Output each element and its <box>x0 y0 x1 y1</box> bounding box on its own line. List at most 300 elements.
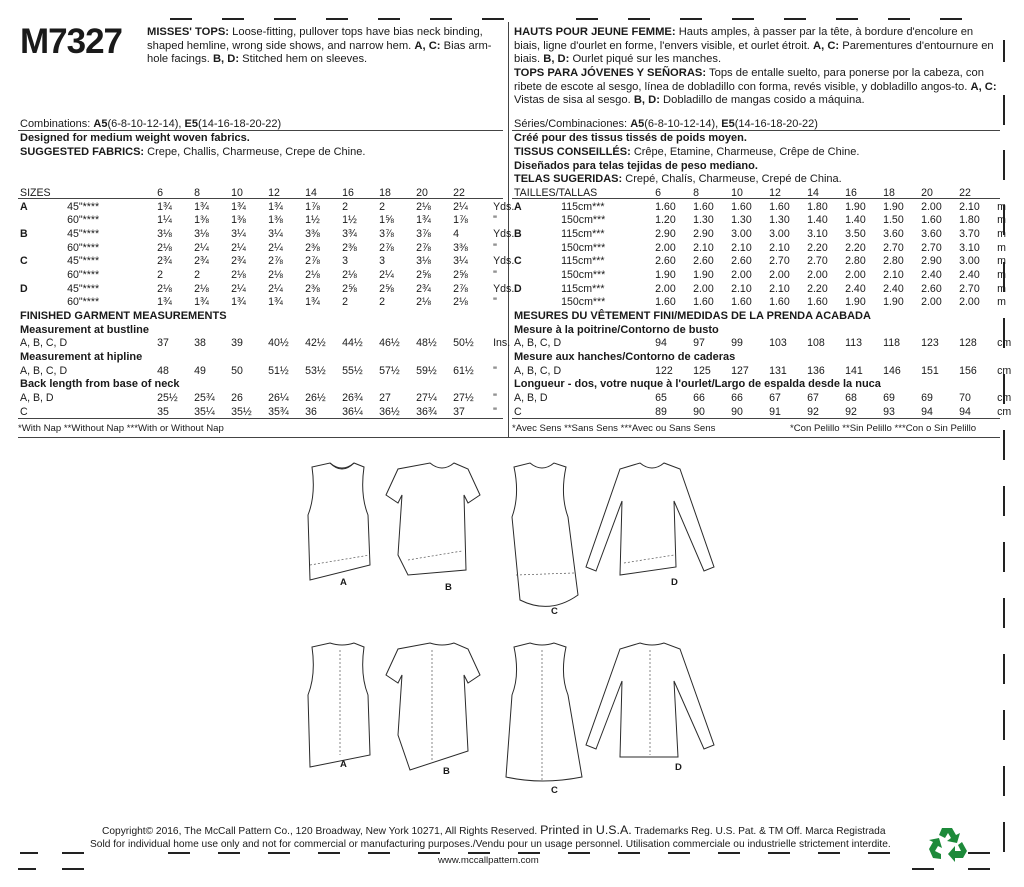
cell: 53½ <box>305 364 326 377</box>
cell: 3 <box>342 255 348 268</box>
finished-title: MESURES DU VÊTEMENT FINI/MEDIDAS DE LA PRENDA ACABADA <box>514 310 871 323</box>
cell: 12 <box>268 186 280 199</box>
cell: 1.60 <box>693 200 714 213</box>
cell: 48 <box>157 364 169 377</box>
cell: 141 <box>845 364 863 377</box>
cell: 2⅞ <box>305 255 320 268</box>
yardage-row <box>514 213 1019 227</box>
cell: 2⅞ <box>268 255 283 268</box>
cell: 50½ <box>453 337 474 350</box>
cell: 3.10 <box>959 241 980 254</box>
cell: 3⅛ <box>194 227 209 240</box>
cell: 2⅛ <box>342 268 357 281</box>
view-label-b-back: B <box>443 766 450 777</box>
cell: 37 <box>453 405 465 418</box>
cell: 2.70 <box>883 241 904 254</box>
cell: 3¾ <box>342 227 357 240</box>
cell: 27½ <box>453 392 474 405</box>
cell: " <box>493 392 497 405</box>
sizes-header-row <box>514 186 1019 200</box>
hip-label: Measurement at hipline <box>20 351 143 364</box>
cell: 2⅛ <box>194 282 209 295</box>
cell: 2⅝ <box>453 268 468 281</box>
cell: 1.60 <box>769 200 790 213</box>
cell <box>20 213 67 227</box>
cell: 2⅛ <box>157 241 172 254</box>
view-label-c-back: C <box>551 785 558 796</box>
view-a-front-sketch <box>308 463 370 580</box>
cell: 115cm*** <box>561 282 605 295</box>
cell: 22 <box>959 186 971 199</box>
view-c-front-sketch <box>512 463 578 606</box>
cell: 26¼ <box>268 392 289 405</box>
cell: 2.00 <box>731 268 752 281</box>
cell: m <box>997 255 1006 268</box>
cell: 2.20 <box>807 241 828 254</box>
cell: 38 <box>194 337 206 350</box>
cell: 20 <box>921 186 933 199</box>
back-label: Back length from base of neck <box>20 378 180 391</box>
cell: 1.30 <box>769 214 790 227</box>
cell: 1⅜ <box>194 214 209 227</box>
cell: 1¼ <box>157 214 172 227</box>
view-d-front-sketch <box>586 463 714 575</box>
rule <box>18 437 1000 438</box>
cell: 2.80 <box>845 255 866 268</box>
cell: 40½ <box>268 337 289 350</box>
cell <box>67 337 157 351</box>
hip-row <box>514 364 1019 378</box>
cell: 2⅝ <box>416 268 431 281</box>
cell: 25½ <box>157 392 178 405</box>
cell: 92 <box>807 405 819 418</box>
yardage-row <box>20 282 523 296</box>
cell: 2 <box>342 200 348 213</box>
cell: 150cm*** <box>561 296 606 309</box>
cell: A, B, C, D <box>514 364 562 377</box>
cell: 60"**** <box>67 268 100 281</box>
cell: D <box>20 282 28 295</box>
fabrics-fr: TISSUS CONSEILLÉS: Crêpe, Etamine, Charmeuse, Crêpe de Chine. <box>514 146 860 158</box>
cell: 10 <box>731 186 743 199</box>
cell: A, B, D <box>20 392 54 405</box>
description-english: MISSES' TOPS: Loose-fitting, pullover tops have bias neck binding, shaped hemline, wrong side shows, and narrow hem. A, C: Bias arm-hole facings. B, D: Stitched hem on sleeves. <box>147 26 492 66</box>
bust-label: Measurement at bustline <box>20 323 149 336</box>
view-d-back-sketch <box>586 643 714 757</box>
cell <box>997 186 1019 200</box>
yardage-row <box>514 296 1019 310</box>
cell: 3.00 <box>769 227 790 240</box>
cell: 66 <box>731 392 743 405</box>
cell: A, B, D <box>514 392 548 405</box>
cell: 35½ <box>231 405 252 418</box>
cell: 1⅜ <box>268 214 283 227</box>
cell: 1⅞ <box>453 214 468 227</box>
cell: cm <box>997 337 1012 350</box>
cell: 2.20 <box>807 282 828 295</box>
cell: 1.60 <box>731 200 752 213</box>
back-label: Longueur - dos, votre nuque à l'ourlet/Largo de espalda desde la nuca <box>514 378 881 391</box>
cell: 3.00 <box>731 227 752 240</box>
cell: 127 <box>731 364 749 377</box>
footnote-fr: *Avec Sens **Sans Sens ***Avec ou Sans Sens <box>512 423 716 434</box>
cell: 2¼ <box>268 282 283 295</box>
cell: m <box>997 282 1006 295</box>
cell: 45"**** <box>67 282 100 295</box>
cell: 2⅛ <box>416 200 431 213</box>
cell: D <box>514 282 522 295</box>
cell: 35¼ <box>194 405 215 418</box>
cell: 1.50 <box>883 214 904 227</box>
cell: 36¼ <box>342 405 363 418</box>
cell: 1.40 <box>807 214 828 227</box>
cell: 94 <box>921 405 933 418</box>
cell: 2.60 <box>655 255 676 268</box>
yardage-row <box>514 227 1019 241</box>
cell: 65 <box>655 392 667 405</box>
cell: 1.30 <box>731 214 752 227</box>
cell: 2 <box>194 268 200 281</box>
cell: 3 <box>379 255 385 268</box>
cell: 6 <box>655 186 661 199</box>
cell: 69 <box>921 392 933 405</box>
yardage-row <box>514 268 1019 282</box>
cell: 2.00 <box>921 296 942 309</box>
cell: 36¾ <box>416 405 437 418</box>
cell: 1.40 <box>845 214 866 227</box>
cell: 1¾ <box>268 296 283 309</box>
view-a-back-sketch <box>308 643 370 767</box>
cell: 3.60 <box>921 227 942 240</box>
cell <box>561 405 655 419</box>
cell: 1¾ <box>157 200 172 213</box>
cell: 1¾ <box>268 200 283 213</box>
cell: 60"**** <box>67 296 100 309</box>
cell: 1¾ <box>305 296 320 309</box>
cell: 16 <box>845 186 857 199</box>
cell: 2.20 <box>845 241 866 254</box>
cell: 2.40 <box>845 282 866 295</box>
yardage-row <box>514 282 1019 296</box>
cell: 1.60 <box>731 296 752 309</box>
cell: 3⅛ <box>157 227 172 240</box>
bust-row <box>20 337 523 351</box>
cell: TAILLES/TALLAS <box>514 186 598 199</box>
yardage-table-imperial <box>20 186 523 419</box>
cell: 3¼ <box>268 227 283 240</box>
cell: 146 <box>883 364 901 377</box>
cell: A <box>514 200 522 213</box>
cell: 2.00 <box>845 268 866 281</box>
cell: 35 <box>157 405 169 418</box>
cell: B <box>20 227 28 240</box>
cell: 2.00 <box>655 241 676 254</box>
finished-title: FINISHED GARMENT MEASUREMENTS <box>20 310 227 323</box>
bust-row <box>514 337 1019 351</box>
cell: 55½ <box>342 364 363 377</box>
cell: 67 <box>807 392 819 405</box>
view-label-d-front: D <box>671 577 678 588</box>
cell: 66 <box>693 392 705 405</box>
sold-for-line: Sold for individual home use only and not for commercial or manufacturing purposes./Vendu pour un usage personnel. Utilisation commerciale ou industrielle strictement interdite. <box>90 839 891 850</box>
cell: 2⅛ <box>157 282 172 295</box>
cell: 1.60 <box>655 200 676 213</box>
cell: " <box>493 268 497 281</box>
cell: 1¾ <box>416 214 431 227</box>
cell <box>514 268 561 282</box>
cell: 3.60 <box>883 227 904 240</box>
cell: 2⅞ <box>379 241 394 254</box>
yardage-row <box>20 254 523 268</box>
yardage-row <box>20 296 523 310</box>
cell: 2⅛ <box>305 268 320 281</box>
cell: 36½ <box>379 405 400 418</box>
cell: 1¾ <box>231 200 246 213</box>
hip-row <box>20 364 523 378</box>
copyright-line: Copyright© 2016, The McCall Pattern Co., 120 Broadway, New York 10271, All Rights Reserved. Printed in U.S.A. Trademarks Reg. U.S. Pat. & TM Off. Marca Registrada <box>102 823 886 837</box>
cell: 2.90 <box>693 227 714 240</box>
cell: 10 <box>231 186 243 199</box>
garment-sketches <box>290 455 750 805</box>
cell: 2.00 <box>693 282 714 295</box>
cell: 2¾ <box>157 255 172 268</box>
cell: m <box>997 214 1006 227</box>
cell: 90 <box>693 405 705 418</box>
cell: 50 <box>231 364 243 377</box>
cell: 2⅞ <box>416 241 431 254</box>
cell <box>67 391 157 405</box>
cell: 45"**** <box>67 200 100 213</box>
cell: 122 <box>655 364 673 377</box>
cell: 2 <box>157 268 163 281</box>
cell: 3⅞ <box>416 227 431 240</box>
cell: A, B, C, D <box>514 337 562 350</box>
cell: 2 <box>342 296 348 309</box>
cell: 1.90 <box>883 200 904 213</box>
cell <box>514 241 561 255</box>
cell: 14 <box>807 186 819 199</box>
cell: 70 <box>959 392 971 405</box>
cell: 1¾ <box>157 296 172 309</box>
view-b-front-sketch <box>386 463 480 575</box>
cell: 151 <box>921 364 939 377</box>
cell: 35¾ <box>268 405 289 418</box>
back-length-row <box>514 405 1019 419</box>
cell: m <box>997 296 1006 309</box>
view-label-a-front: A <box>340 577 347 588</box>
cell: 45"**** <box>67 255 100 268</box>
cell: 39 <box>231 337 243 350</box>
recycle-icon <box>928 824 968 862</box>
cell: 2⅜ <box>342 241 357 254</box>
cell: 60"**** <box>67 214 100 227</box>
cell: 94 <box>959 405 971 418</box>
cell: 115cm*** <box>561 227 605 240</box>
cell: 1¾ <box>194 296 209 309</box>
cell <box>67 364 157 378</box>
cell: 1.90 <box>845 200 866 213</box>
cell: 2¼ <box>453 200 468 213</box>
cell: 2⅝ <box>379 282 394 295</box>
cell: 44½ <box>342 337 363 350</box>
cell <box>20 241 67 255</box>
yardage-row <box>514 241 1019 255</box>
cell: 2.60 <box>921 282 942 295</box>
yardage-row <box>514 254 1019 268</box>
cell: 26 <box>231 392 243 405</box>
cell: 1½ <box>305 214 320 227</box>
cell: 2.80 <box>883 255 904 268</box>
cell: 2¾ <box>194 255 209 268</box>
cell: 1.60 <box>769 296 790 309</box>
cell: 2.10 <box>769 282 790 295</box>
cell: cm <box>997 364 1012 377</box>
cell: 3⅜ <box>453 241 468 254</box>
cell: 1.90 <box>655 268 676 281</box>
cell: 12 <box>769 186 781 199</box>
cell: 123 <box>921 337 939 350</box>
cell: 69 <box>883 392 895 405</box>
cell: " <box>493 405 497 418</box>
cell: 103 <box>769 337 787 350</box>
cell: 1.30 <box>693 214 714 227</box>
cell: 2.60 <box>693 255 714 268</box>
cell <box>67 405 157 419</box>
cell: 2.00 <box>807 268 828 281</box>
cell: 2¾ <box>416 282 431 295</box>
cell: 48½ <box>416 337 437 350</box>
view-label-b-front: B <box>445 582 452 593</box>
cell: 1.60 <box>655 296 676 309</box>
cell: C <box>20 255 28 268</box>
cell: Yds. <box>493 227 515 240</box>
cell: 3.50 <box>845 227 866 240</box>
cell: 115cm*** <box>561 255 605 268</box>
cell: Yds. <box>493 200 515 213</box>
cell: 3⅞ <box>379 227 394 240</box>
combinations-en: Combinations: A5(6-8-10-12-14), E5(14-16-18-20-22) <box>20 118 282 130</box>
cell: m <box>997 268 1006 281</box>
cell: 2⅛ <box>268 268 283 281</box>
cell: 97 <box>693 337 705 350</box>
cell: 2.00 <box>921 200 942 213</box>
title-es: TOPS PARA JÓVENES Y SEÑORAS: <box>514 67 707 79</box>
cell: 2.40 <box>959 268 980 281</box>
yardage-table-metric <box>514 186 1019 419</box>
website: www.mccallpattern.com <box>438 855 539 866</box>
cell: 2⅛ <box>416 296 431 309</box>
cell: 1¾ <box>194 200 209 213</box>
cell <box>514 213 561 227</box>
cell: 26¾ <box>342 392 363 405</box>
yardage-row <box>20 200 523 214</box>
cell: C <box>20 405 28 418</box>
title-fr: HAUTS POUR JEUNE FEMME: <box>514 26 676 38</box>
cell <box>561 391 655 405</box>
cell: 27 <box>379 392 391 405</box>
cell: 2¼ <box>231 241 246 254</box>
cell: 2.10 <box>769 241 790 254</box>
designed-es: Diseñados para telas tejidas de peso mediano. <box>514 160 758 172</box>
cell <box>67 186 157 200</box>
cell: 2¼ <box>268 241 283 254</box>
cell: 2⅛ <box>453 296 468 309</box>
pattern-number: M7327 <box>20 22 123 61</box>
cell: 99 <box>731 337 743 350</box>
cell: C <box>514 255 522 268</box>
cell: A, B, C, D <box>20 337 68 350</box>
cell: 2.40 <box>921 268 942 281</box>
cell: SIZES <box>20 186 51 199</box>
footnote-en: *With Nap **Without Nap ***With or Without Nap <box>18 423 224 434</box>
cell: 1.90 <box>693 268 714 281</box>
cell: 14 <box>305 186 317 199</box>
cell: 150cm*** <box>561 241 606 254</box>
cell: 2.70 <box>769 255 790 268</box>
cell: 2¼ <box>231 282 246 295</box>
cell: 1.80 <box>959 214 980 227</box>
cell: 1⅜ <box>231 214 246 227</box>
cell: 3¼ <box>453 255 468 268</box>
cell: 3⅜ <box>305 227 320 240</box>
cell: B <box>514 227 522 240</box>
cell: 42½ <box>305 337 326 350</box>
hip-label: Mesure aux hanches/Contorno de caderas <box>514 351 736 364</box>
cell: 2⅜ <box>305 241 320 254</box>
back-length-row <box>20 405 523 419</box>
cell <box>561 337 655 351</box>
yardage-row <box>20 213 523 227</box>
view-c-back-sketch <box>506 643 582 781</box>
cell: 36 <box>305 405 317 418</box>
cell: " <box>493 241 497 254</box>
cell: 2⅛ <box>231 268 246 281</box>
cell: 1¾ <box>231 296 246 309</box>
fabrics-en: SUGGESTED FABRICS: Crepe, Challis, Charmeuse, Crepe de Chine. <box>20 146 366 158</box>
cell: 1½ <box>342 214 357 227</box>
view-label-c-front: C <box>551 606 558 617</box>
cell: C <box>514 405 522 418</box>
cell: 18 <box>379 186 391 199</box>
cell: 94 <box>655 337 667 350</box>
cell: m <box>997 200 1006 213</box>
combinations-fr-es: Séries/Combinaciones: A5(6-8-10-12-14), E5(14-16-18-20-22) <box>514 118 818 130</box>
cell: 8 <box>194 186 200 199</box>
cell: 150cm*** <box>561 214 606 227</box>
view-label-a-back: A <box>340 759 347 770</box>
designed-en: Designed for medium weight woven fabrics. <box>20 132 250 144</box>
cell: 1⅝ <box>379 214 394 227</box>
cell <box>20 268 67 282</box>
cell: 27¼ <box>416 392 437 405</box>
cell: A <box>20 200 28 213</box>
cell: Ins. <box>493 337 511 350</box>
cell: 26½ <box>305 392 326 405</box>
cell: 3.00 <box>959 255 980 268</box>
cell <box>20 296 67 310</box>
cell: 2¼ <box>194 241 209 254</box>
cell: cm <box>997 392 1012 405</box>
cell: 1.90 <box>883 296 904 309</box>
cell: 2.60 <box>731 255 752 268</box>
cell: m <box>997 227 1006 240</box>
cell: 37 <box>157 337 169 350</box>
cell: 1.90 <box>845 296 866 309</box>
cell: 108 <box>807 337 825 350</box>
back-length-row <box>20 391 523 405</box>
cell: 46½ <box>379 337 400 350</box>
cell: 156 <box>959 364 977 377</box>
